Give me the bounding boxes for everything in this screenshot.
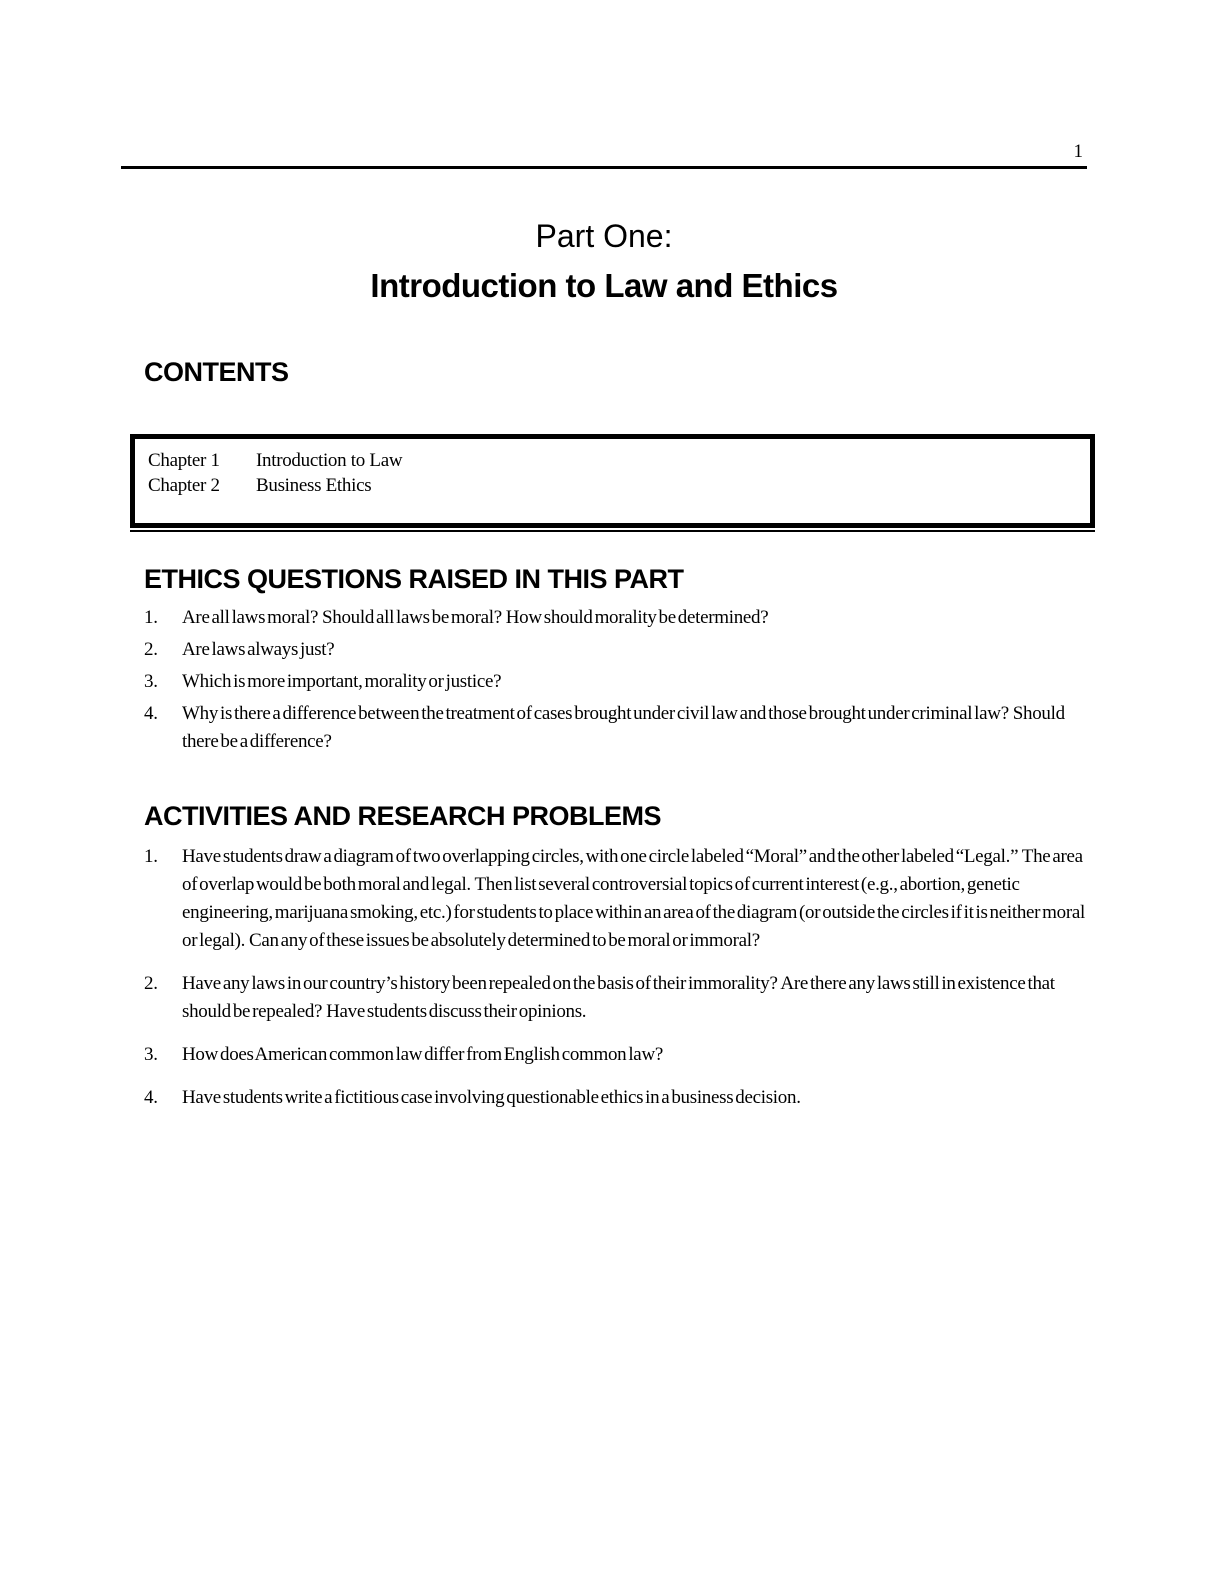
item-text: Have students draw a diagram of two overlapping circles, with one circle labeled “Moral” and the other labeled “Legal.” The area of overlap would be both moral and legal. Then list several controversial topics of current interest (e.g., abortion, genetic engineering, marijuana smoking, etc.) for students to place within an area of the diagram (or outside the circles if it is neither moral or legal). Can any of these issues be absolutely determined to be moral or immoral?	[182, 846, 1087, 951]
title-block	[121, 217, 1087, 306]
item-number: 1.	[144, 846, 158, 867]
item-text: Why is there a difference between the treatment of cases brought under civil law and those brought under criminal law? Should there be a difference?	[182, 703, 1067, 752]
ethics-questions-list	[144, 604, 1087, 756]
list-item	[144, 1041, 1087, 1069]
list-item	[144, 1084, 1087, 1112]
header-rule	[121, 166, 1087, 169]
item-text: Have students write a fictitious case involving questionable ethics in a business decision.	[182, 1087, 801, 1108]
item-text: How does American common law differ from English common law?	[182, 1044, 663, 1065]
list-item	[144, 843, 1087, 955]
item-number: 1.	[144, 607, 158, 628]
contents-box	[130, 434, 1095, 528]
item-number: 4.	[144, 1087, 158, 1108]
list-item	[144, 636, 1087, 664]
part-subtitle: Introduction to Law and Ethics	[370, 267, 838, 304]
chapter-row	[148, 473, 1078, 498]
item-number: 4.	[144, 703, 158, 724]
part-title: Part One:	[535, 218, 673, 254]
chapter-label: Chapter 2	[148, 475, 220, 496]
item-text: Are laws always just?	[182, 639, 335, 660]
contents-box-outer	[130, 434, 1095, 532]
chapter-label: Chapter 1	[148, 450, 220, 471]
list-item	[144, 668, 1087, 696]
list-item	[144, 700, 1087, 756]
chapter-title: Business Ethics	[256, 475, 372, 496]
chapter-title: Introduction to Law	[256, 450, 403, 471]
item-number: 3.	[144, 1044, 158, 1065]
item-number: 2.	[144, 639, 158, 660]
ethics-questions-heading: ETHICS QUESTIONS RAISED IN THIS PART	[144, 564, 684, 594]
activities-list	[144, 843, 1087, 1112]
activities-heading: ACTIVITIES AND RESEARCH PROBLEMS	[144, 801, 662, 831]
list-item	[144, 970, 1087, 1026]
item-number: 2.	[144, 973, 158, 994]
item-text: Which is more important, morality or justice?	[182, 671, 502, 692]
contents-heading: CONTENTS	[144, 357, 289, 387]
item-text: Are all laws moral? Should all laws be moral? How should morality be determined?	[182, 607, 769, 628]
page-number: 1	[1073, 141, 1083, 162]
item-number: 3.	[144, 671, 158, 692]
item-text: Have any laws in our country’s history been repealed on the basis of their immorality? Are there any laws still in existence that should be repealed? Have students discuss their opinions.	[182, 973, 1057, 1022]
chapter-row	[148, 448, 1078, 473]
list-item	[144, 604, 1087, 632]
